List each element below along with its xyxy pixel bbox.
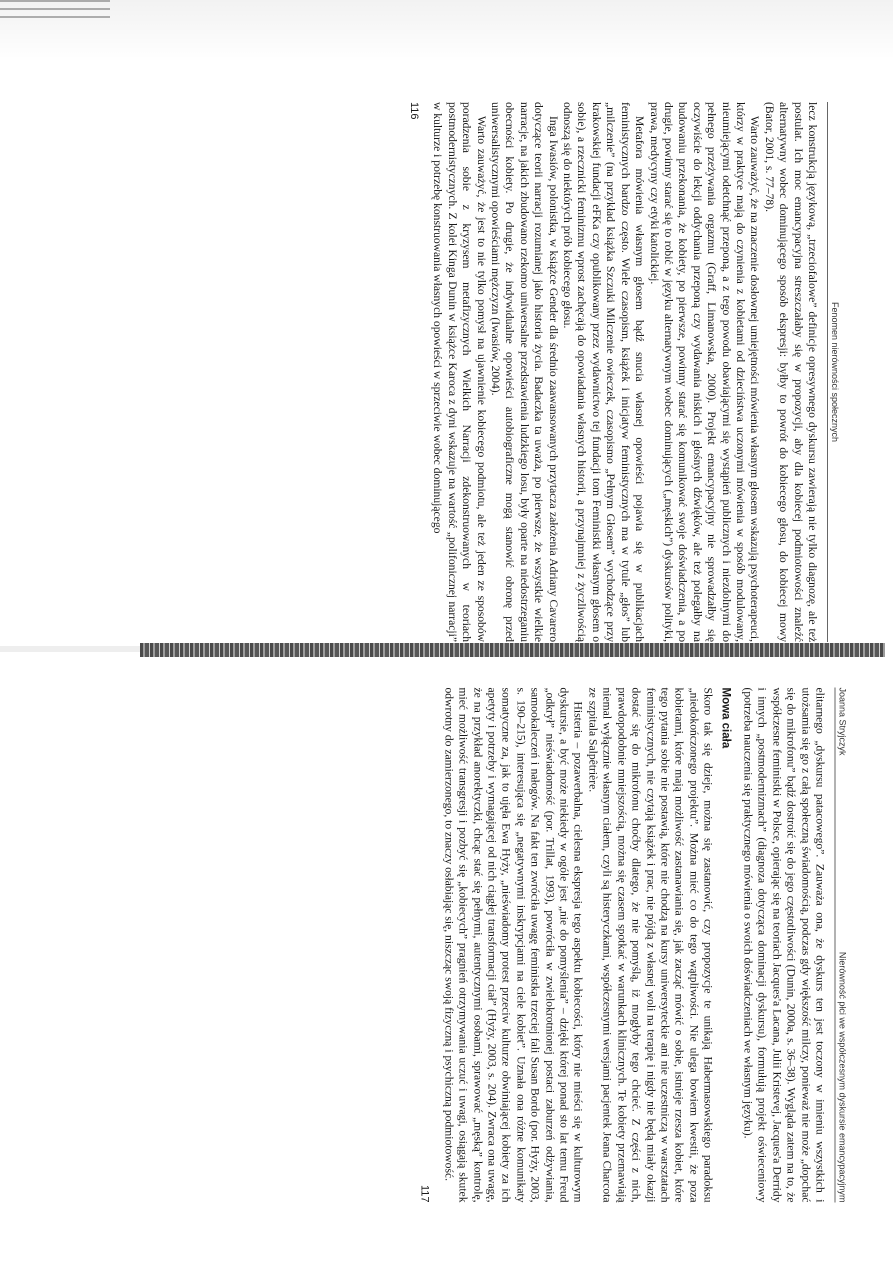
running-head-title: Fenomen nierówności społecznych xyxy=(830,301,840,443)
scan-shadow xyxy=(0,0,893,60)
gutter-shadow xyxy=(0,646,140,652)
page-body xyxy=(430,102,819,642)
running-head xyxy=(827,102,840,642)
paragraph: lecz konstrukcją językową, „trzeciofalowe” definicje opresywnego dyskursu zawierają nie tylko diagnozę, ale też postulat. Ich moc emancypacyjna streszczałaby się w propozycji, aby dla kobiecej podmiotowości znaleźć alternatywny wobec dominującego sposób ekspresji: byłby to powrót do kobiecego głosu, do kobiecej mowy (Bator, 2001, s. 77–78). xyxy=(762,102,819,642)
scan-artifact xyxy=(0,0,110,48)
paragraph: Skoro tak się dzieje, można się zastanowić, czy propozycje te unikają Habermasowskiego paradoksu „niedokończonego projektu”. Można mieć co do tego wątpliwości. Nie ulega bowiem kwestii, że poza kobietami, które mają możliwość zastanawiania się, jak zacząć mówić o sobie, istnieje rzesza kobiet, które tego pytania sobie nie postawią, które nie chodzą na kursy uniwersyteckie ani nie uczestniczą w warsztatach feministycznych, nie czytają książek i prac, nie pójdą z własnej woli na terapię i nigdy nie będą miały okazji dostać się do mikrofonu choćby dlatego, że nie pomyślą, iż mogłyby tego chcieć. Z części z nich, prawdopodobnie mniejszością, można się czasem spotkać w warunkach klinicznych. Te kobiety przemawiają niemal wyłącznie własnym ciałem, czyli są histeryczkami, współczesnymi wersjami pacjentek Jeana Charcota ze szpitala Salpêtrière. xyxy=(586,687,715,1203)
page-117 xyxy=(68,688,848,1203)
section-heading: Mowa ciała xyxy=(719,687,732,749)
paragraph: Inga Iwasiów, polonistka, w książce Gender dla średnio zaawansowanych przytacza założenia Adriany Cavarero dotyczące teorii narracji rozumianej jako historia życia. Badaczka ta uważa, po pierwsze, że wszystkie wielkie narracje, na jakich zbudowano rzekomo uniwersalne przedstawienia ludzkiego losu, były oparte na niedostrzeganiu obecności kobiety. Po drugie, że indywidualne opowieści autobiograficzne mogą stanowić obronę przed uniwersalistycznymi opowieściami mężczyzn (Iwasiów, 2004). xyxy=(489,102,560,642)
paragraph: Metafora mówienia własnym głosem bądź snucia własnej opowieści pojawia się w publikacjach feministycznych bardzo często. Wiele czasopism, książek i inicjatyw feministycznych ma w tytule „głos” lub „milczenie” (na przykład książka Szczuki Milczenie owieczek, czasopismo „Pełnym Głosem” wychodzące przy krakowskiej fundacji eFKa czy opublikowany przez wydawnictwo tej fundacji tom Feministki własnym głosem o sobie), a rzecznicki feminizmu wprost zachęcają do opowiadania własnych historii, a przynajmniej z życzliwością odnoszą się do niektórych prób kobiecego głosu. xyxy=(561,102,647,642)
page-116 xyxy=(70,102,840,642)
page-body xyxy=(441,688,827,1203)
paragraph: Histeria – pozawerbalna, cielesna ekspresja tego aspektu kobiecości, który nie mieści się w kulturowym dyskursie, a być może niekiedy w ogóle jest „nie do pomyślenia” – dzięki której ponad sto lat temu Freud „odkrył” nieświadomość (por. Trillat, 1993), powróciła w zwielokrotnionej postaci zaburzeń odżywiania, samookaleczeń i nałogów. Na fakt ten zwróciła uwagę feministka trzeciej fali Susan Bordo (por. Hyży, 2003, s. 190–215), interesująca się „negatywnymi inskrypcjami na ciele kobiet”. Uznała ona różne komunikaty somatyczne za, jak to ujęła Ewa Hyży, „nieświadomy protest przeciw kulturze obwiniającej kobiety za ich apetyty i potrzeby i wymagającej od nich ciągłej transformacji ciał” (Hyży, 2003, s. 204). Zwraca ona uwagę, że na przykład anorektyczki, chcąc stać się pełnymi, autentycznymi osobami, sprawować „męską” kontrolę, mieć możliwość transgresji i pozbyć się „kobiecych” pragnień otrzymywania uczuć i uwagi, osiągają skutek odwrotny do zamierzonego, to znaczy osłabiając się, niszcząc swoją fizyczną i psychiczną podmiotowość. xyxy=(442,687,585,1203)
running-head-author: Joanna Stryjczyk xyxy=(837,687,848,756)
paragraph: Warto zauważyć, że jest to nie tylko pomysł na ujawnienie kobiecego podmiotu, ale też jeden ze sposobów poradzenia sobie z kryzysem metafizycznych Wielkich Narracji zdekonstruowanych w teoriach postmodernistycznych. Z kolei Kinga Dunin w książce Karoca z dyni wskazuje na wartość „polifonicznej narracji” w kulturze i potrzebę konstruowania własnych opowieści w sprzeciwie wobec dominującego xyxy=(431,102,488,642)
paragraph: Warto zauważyć, że na znaczenie dosłownej umiejętności mówienia własnym głosem wskazują psychoterapeuci, którzy w praktyce mają do czynienia z kobietami od dzieciństwa uczonymi mówienia w sposób modulowany, nieumiejącymi odetchnąć przeponą, a z tego powodu obawiającymi się wystąpień publicznych i niezdolnymi do pełnego przeżywania orgazmu (Graff, Limanowska, 2000). Projekt emancypacyjny nie sprowadzałby się oczywiście do lekcji oddychania przeponą czy wydawania niskich i głośnych dźwięków, ale też polegałby na budowaniu przekonania, że kobiety, po pierwsze, powinny starać się komunikować swoje doświadczenia, a po drugie, powinny starać się to robić w języku alternatywnym wobec dominujących („męskich”) dyskursów polityki, prawa, medycyny czy etyki katolickiej. xyxy=(647,102,762,642)
running-head xyxy=(835,688,848,1203)
paragraph: elitarnego „dyskursu patacowego”. Zauważa ona, że dyskurs ten jest toczony w imieniu wszystkich i utożsamia się go z całą społeczną świadomością, podczas gdy większość milczy, ponieważ nie może „dopchać się do mikrofonu” bądź dostroić się do jego częstotliwości (Dunin, 2000a, s. 36–38). Wygląda zatem na to, że współczesne feministki w Polsce, opierając się na teoriach Jacques'a Lacana, Julii Kristevej, Jacques'a Derridy i innych „postmodernizmach” (diagnoza dotycząca dominacji dyskursu), formułują projekt oświeceniowy (potrzeba nauczenia się praktycznego mówienia o swoich doświadczeniach we własnym języku). xyxy=(741,687,827,1203)
page-number: 117 xyxy=(418,1184,431,1203)
page-number: 116 xyxy=(408,102,421,120)
running-head-title: Nierówność płci we współczesnym dyskursie emancypacyjnym xyxy=(837,951,848,1203)
book-gutter xyxy=(140,643,885,657)
